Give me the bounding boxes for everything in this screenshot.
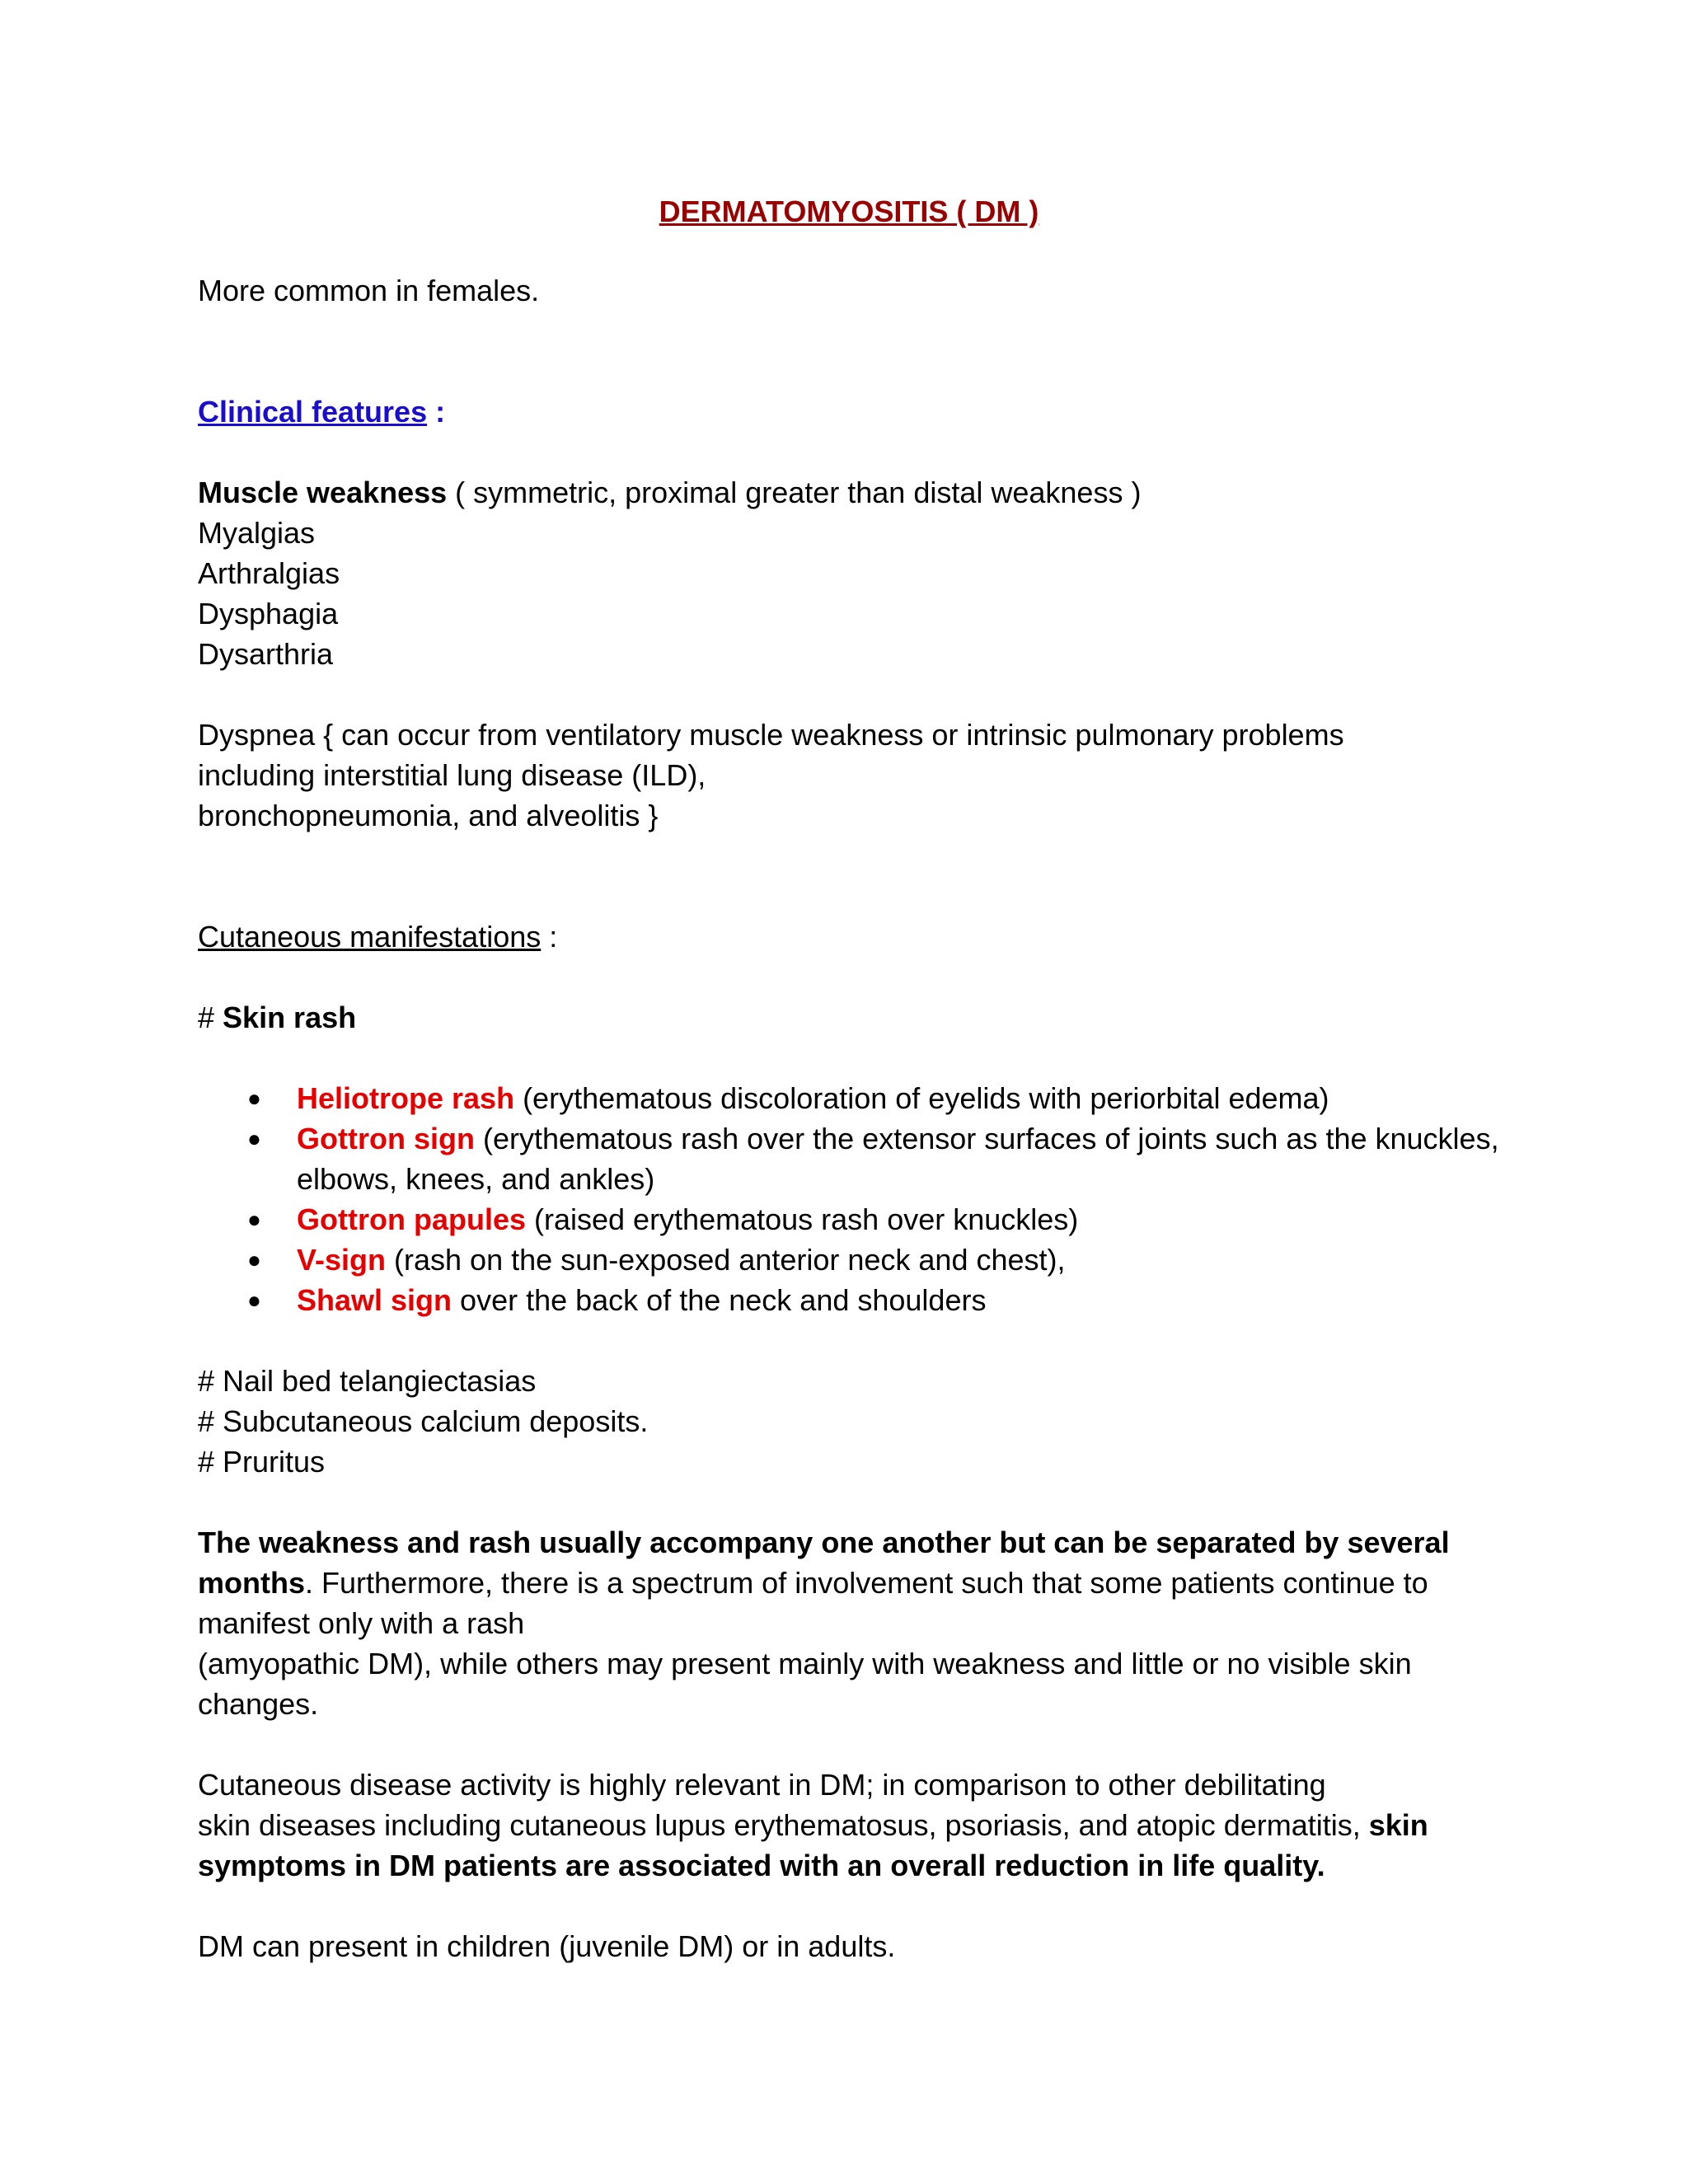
list-item xyxy=(198,1280,1500,1320)
rash-desc: (erythematous rash over the extensor surfaces of joints such as the knuckles, elbows, knees, and ankles) xyxy=(297,1122,1499,1196)
cutaneous-activity-line xyxy=(198,1845,1500,1886)
list-item xyxy=(198,1240,1500,1280)
other-manifestation: # Subcutaneous calcium deposits. xyxy=(198,1404,649,1438)
symptom-item: Dysphagia xyxy=(198,597,339,630)
list-item xyxy=(198,1199,1500,1240)
rash-name: Heliotrope rash xyxy=(297,1081,515,1115)
skin-rash-heading xyxy=(198,997,1500,1038)
muscle-weakness-label: Muscle weakness xyxy=(198,476,448,509)
dyspnea-line: bronchopneumonia, and alveolitis } xyxy=(198,799,659,832)
cutaneous-activity-bold: symptoms in DM patients are associated with an overall reduction in life quality. xyxy=(198,1849,1325,1882)
rash-desc: over the back of the neck and shoulders xyxy=(452,1283,987,1317)
cutaneous-activity-line: Cutaneous disease activity is highly relevant in DM; in comparison to other debilitating xyxy=(198,1768,1326,1802)
weakness-rash-line: (amyopathic DM), while others may present mainly with weakness and little or no visible skin xyxy=(198,1647,1412,1680)
closing-text: DM can present in children (juvenile DM) or in adults. xyxy=(198,1929,896,1963)
cutaneous-heading-text: Cutaneous manifestations xyxy=(198,920,542,954)
dyspnea-line: Dyspnea { can occur from ventilatory muscle weakness or intrinsic pulmonary problems xyxy=(198,718,1344,752)
clinical-features-heading[interactable] xyxy=(198,391,1500,432)
cutaneous-activity-text: skin diseases including cutaneous lupus erythematosus, psoriasis, and atopic dermatitis, xyxy=(198,1808,1369,1842)
clinical-features-colon: : xyxy=(427,395,446,429)
rash-name: Shawl sign xyxy=(297,1283,452,1317)
weakness-rash-text: . Furthermore, there is a spectrum of involvement such that some patients continue to xyxy=(305,1566,1428,1600)
weakness-rash-bold: The weakness and rash usually accompany one another but can be separated by several xyxy=(198,1526,1450,1559)
cutaneous-heading xyxy=(198,916,1500,957)
cutaneous-activity-bold: skin xyxy=(1368,1808,1428,1842)
clinical-features-link[interactable]: Clinical features xyxy=(198,395,428,429)
rash-name: V-sign xyxy=(297,1243,387,1277)
bullet-icon: ● xyxy=(247,1085,261,1111)
weakness-rash-line: changes. xyxy=(198,1687,319,1721)
weakness-rash-line xyxy=(198,1522,1500,1563)
bullet-icon: ● xyxy=(247,1126,261,1151)
document-page xyxy=(198,191,1500,1966)
bullet-icon: ● xyxy=(247,1247,261,1272)
rash-name: Gottron sign xyxy=(297,1122,475,1155)
dyspnea-line: including interstitial lung disease (ILD), xyxy=(198,758,706,792)
document-title: DERMATOMYOSITIS ( DM ) xyxy=(659,194,1039,228)
cutaneous-heading-colon: : xyxy=(541,920,558,954)
symptom-item: Myalgias xyxy=(198,516,316,550)
rash-desc: (raised erythematous rash over knuckles) xyxy=(526,1202,1079,1236)
rash-desc: (erythematous discoloration of eyelids with periorbital edema) xyxy=(514,1081,1329,1115)
muscle-weakness-line xyxy=(198,472,1500,513)
symptom-item: Dysarthria xyxy=(198,637,334,671)
list-item xyxy=(198,1118,1500,1199)
rash-list xyxy=(198,1078,1500,1320)
weakness-rash-bold: months xyxy=(198,1566,305,1600)
skin-rash-label: Skin rash xyxy=(223,1001,357,1034)
other-manifestation: # Pruritus xyxy=(198,1445,326,1479)
intro-text: More common in females. xyxy=(198,274,540,307)
cutaneous-activity-line xyxy=(198,1805,1500,1845)
bullet-icon: ● xyxy=(247,1207,261,1232)
rash-name: Gottron papules xyxy=(297,1202,526,1236)
bullet-icon: ● xyxy=(247,1287,261,1313)
muscle-weakness-desc: ( symmetric, proximal greater than distal weakness ) xyxy=(447,476,1142,509)
symptom-item: Arthralgias xyxy=(198,556,340,590)
weakness-rash-line xyxy=(198,1563,1500,1603)
other-manifestation: # Nail bed telangiectasias xyxy=(198,1364,537,1398)
rash-desc: (rash on the sun-exposed anterior neck and chest), xyxy=(386,1243,1066,1277)
skin-rash-hash: # xyxy=(198,1001,223,1034)
weakness-rash-line: manifest only with a rash xyxy=(198,1606,525,1640)
list-item xyxy=(198,1078,1500,1118)
